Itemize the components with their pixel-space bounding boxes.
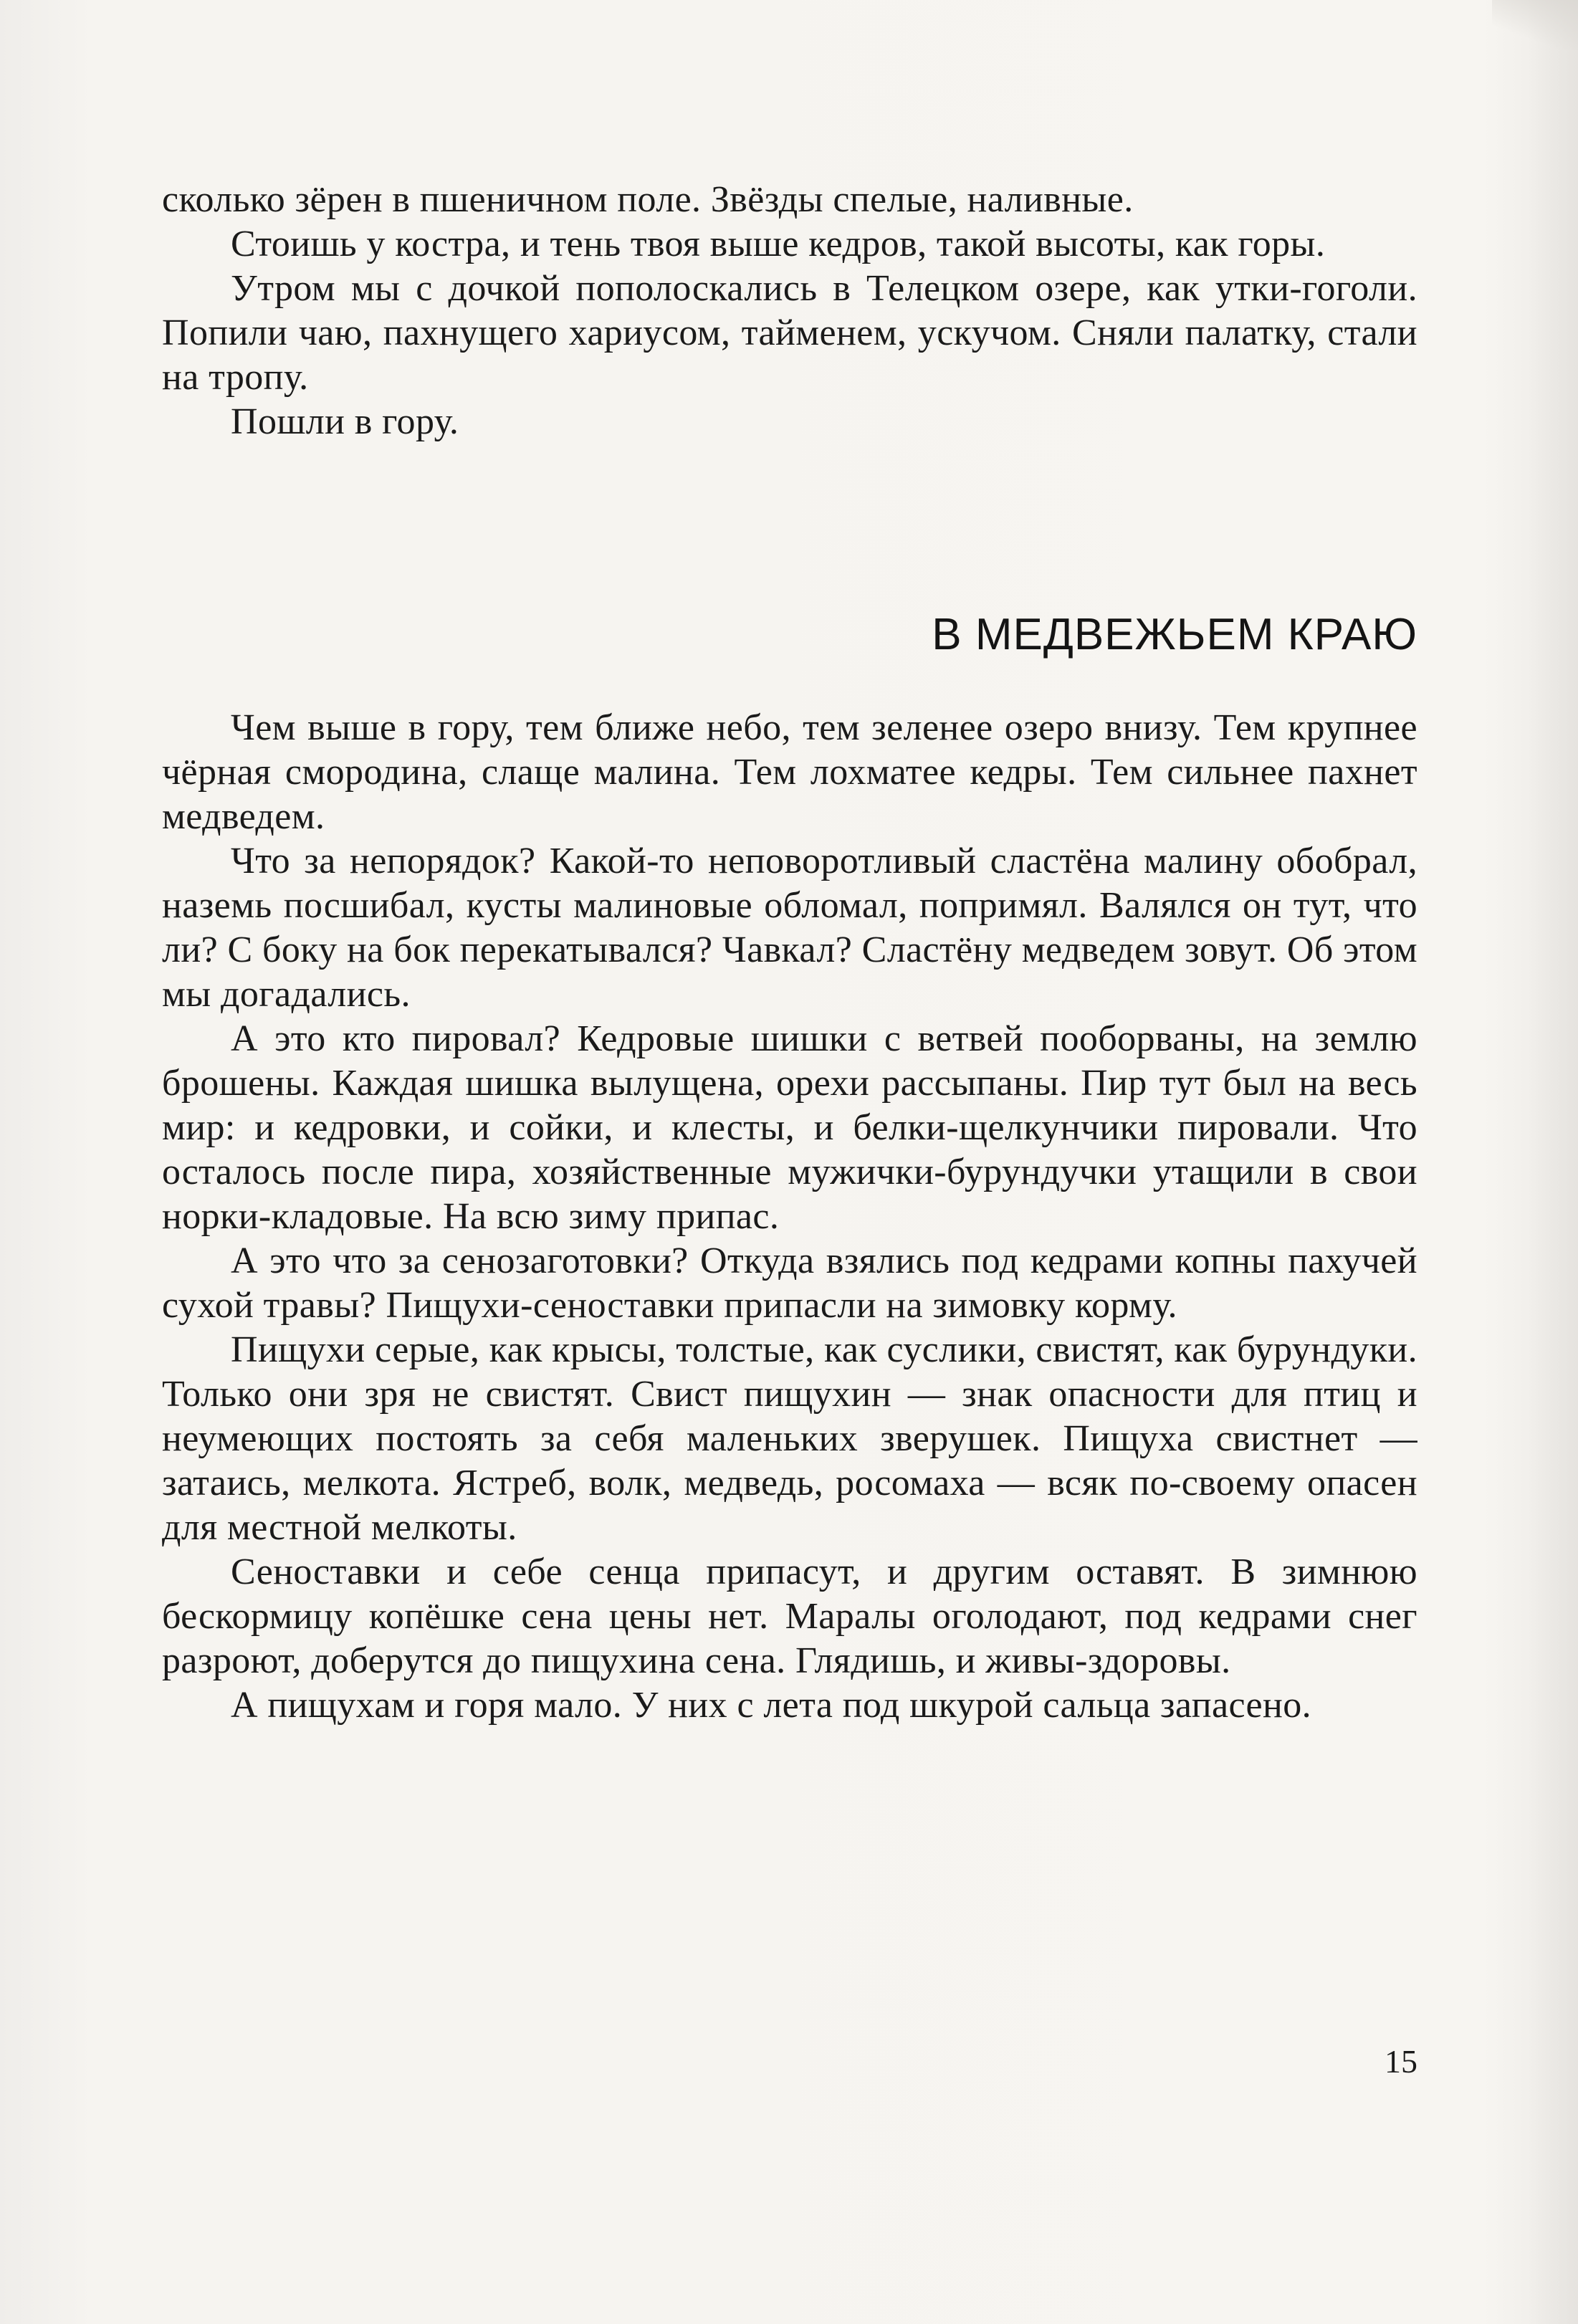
paragraph: Что за непорядок? Какой-то неповоротливый сластёна малину обобрал, наземь посшибал, кусты малиновые обломал, попримял. Валялся он тут, что ли? С боку на бок перекатывался? Чавкал? Сластёну медведем зовут. Об этом мы догадались.	[162, 841, 1417, 1015]
paragraph: Пошли в гору.	[231, 401, 459, 442]
paragraph: Пищухи серые, как крысы, толстые, как суслики, свистят, как бурундуки. Только они зря не свистят. Свист пищухин — знак опасности для птиц и неумеющих постоять за себя маленьких зверушек. Пищуха свистнет — затаись, мелкота. Ястреб, волк, медведь, росомаха — всяк по-своему опасен для местной мелкоты.	[162, 1329, 1417, 1548]
paragraph: А это кто пировал? Кедровые шишки с ветвей пооборваны, на землю брошены. Каждая шишка вылущена, орехи рассыпаны. Пир тут был на весь мир: и кедровки, и сойки, и клесты, и белки-щелкунчики пировали. Что осталось после пира, хозяйственные мужички-бурундучки утащили в свои норки-кладовые. На всю зиму припас.	[162, 1018, 1417, 1237]
paragraph: Чем выше в гору, тем ближе небо, тем зеленее озеро внизу. Тем крупнее чёрная смородина, слаще малина. Тем лохматее кедры. Тем сильнее пахнет медведем.	[162, 707, 1417, 837]
top-text-block	[162, 178, 1417, 444]
page-corner-shadow	[1492, 0, 1578, 50]
section-title: В МЕДВЕЖЬЕМ КРАЮ	[932, 610, 1417, 659]
page-edge-shadow	[1528, 0, 1578, 2324]
paragraph: Стоишь у костра, и тень твоя выше кедров, такой высоты, как горы.	[231, 224, 1326, 264]
page-number: 15	[1385, 2043, 1417, 2080]
paragraph: А это что за сенозаготовки? Откуда взялись под кедрами копны пахучей сухой травы? Пищухи-сеноставки припасли на зимовку корму.	[162, 1240, 1417, 1326]
paragraph: А пищухам и горя мало. У них с лета под шкурой сальца запасено.	[231, 1685, 1312, 1726]
paragraph: сколько зёрен в пшеничном поле. Звёзды спелые, наливные.	[162, 179, 1134, 220]
section-text-block	[162, 706, 1417, 1728]
paragraph: Утром мы с дочкой пополоскались в Телецком озере, как утки-гоголи. Попили чаю, пахнущего хариусом, тайменем, ускучом. Сняли палатку, стали на тропу.	[162, 268, 1417, 398]
paragraph: Сеноставки и себе сенца припасут, и другим оставят. В зимнюю бескормицу копёшке сена цены нет. Маралы оголодают, под кедрами снег разроют, доберутся до пищухина сена. Глядишь, и живы-здоровы.	[162, 1551, 1417, 1681]
